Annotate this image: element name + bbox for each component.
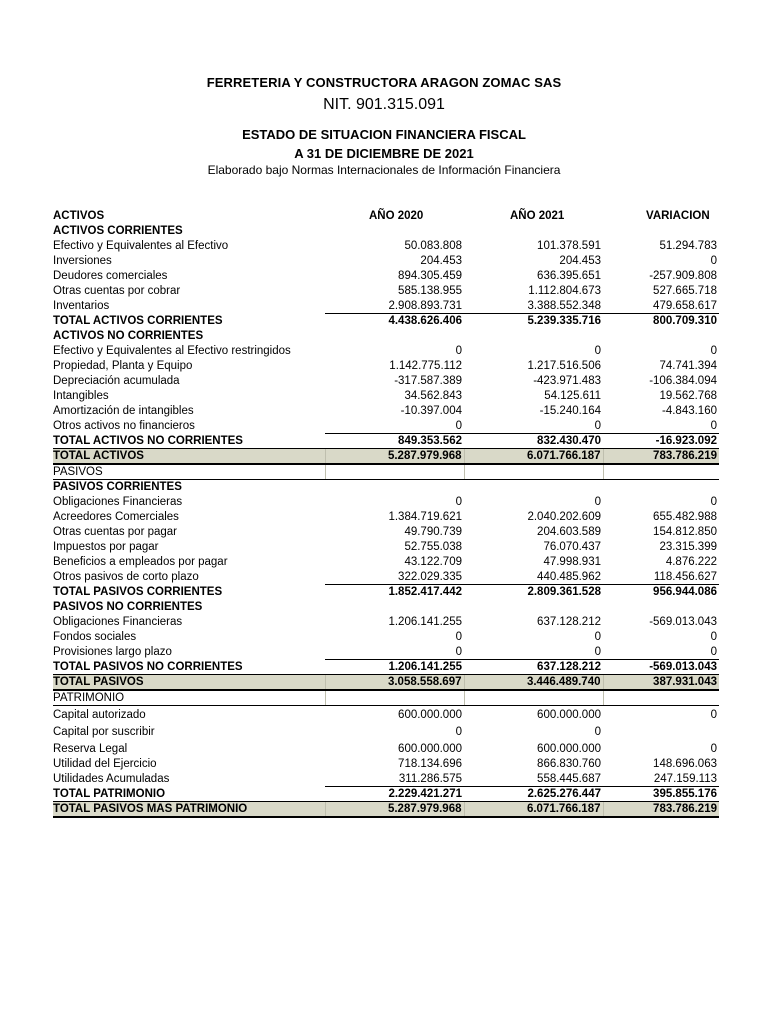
value-2021: -423.971.483 <box>533 375 601 387</box>
boxed-row <box>53 690 719 706</box>
value-2020: 5.287.979.968 <box>325 448 464 464</box>
value-2021: 600.000.000 <box>537 709 601 721</box>
balance-sheet-body <box>53 207 719 817</box>
row-label: TOTAL ACTIVOS CORRIENTES <box>53 315 223 327</box>
value-2020: 0 <box>455 645 462 658</box>
empty-cell <box>325 599 464 614</box>
value-2021: 0 <box>594 645 601 658</box>
empty-cell <box>603 599 719 614</box>
value-2020: 2.908.893.731 <box>388 299 462 312</box>
column-header-2021: AÑO 2021 <box>510 210 565 222</box>
value-variacion: 0 <box>710 709 717 721</box>
value-2021: 3.388.552.348 <box>527 299 601 312</box>
value-2021: 101.378.591 <box>537 240 601 252</box>
value-2021: 47.998.931 <box>543 556 601 568</box>
value-variacion: 118.456.627 <box>653 570 717 583</box>
row-label: Propiedad, Planta y Equipo <box>53 360 193 372</box>
value-variacion: 783.786.219 <box>603 448 719 464</box>
table-row <box>53 614 719 629</box>
empty-cell <box>603 690 719 706</box>
value-variacion: -16.923.092 <box>603 433 719 448</box>
value-2021: 6.071.766.187 <box>464 448 603 464</box>
table-row <box>53 554 719 569</box>
empty-cell <box>603 223 719 238</box>
value-variacion: 0 <box>710 255 717 267</box>
value-2021: 54.125.611 <box>544 390 601 402</box>
empty-cell <box>464 223 603 238</box>
table-row <box>53 358 719 373</box>
table-row <box>53 569 719 584</box>
sec-row <box>53 479 719 494</box>
total-row <box>53 659 719 674</box>
row-label: PASIVOS CORRIENTES <box>53 481 182 493</box>
value-variacion: -106.384.094 <box>649 375 717 387</box>
row-label: TOTAL PASIVOS CORRIENTES <box>53 586 223 598</box>
value-variacion: 800.709.310 <box>603 313 719 328</box>
value-variacion: 395.855.176 <box>603 786 719 801</box>
row-label: Depreciación acumulada <box>53 375 180 387</box>
table-row <box>53 705 719 722</box>
row-label: TOTAL PASIVOS MAS PATRIMONIO <box>53 801 325 817</box>
value-variacion: -569.013.043 <box>603 659 719 674</box>
value-variacion: 247.159.113 <box>653 772 717 785</box>
row-label: Capital por suscribir <box>53 726 155 738</box>
row-label: Provisiones largo plazo <box>53 646 172 658</box>
row-label: Capital autorizado <box>53 709 146 721</box>
value-variacion: 783.786.219 <box>603 801 719 817</box>
value-2021: 76.070.437 <box>543 541 601 553</box>
value-variacion: 956.944.086 <box>603 584 719 599</box>
table-row <box>53 238 719 253</box>
value-2020: 34.562.843 <box>404 390 462 402</box>
total-row <box>53 786 719 801</box>
table-row <box>53 722 719 739</box>
table-row <box>53 268 719 283</box>
value-2020: 0 <box>455 726 462 738</box>
empty-cell <box>464 328 603 343</box>
value-2020: 0 <box>455 419 462 432</box>
table-row <box>53 756 719 771</box>
table-row <box>53 629 719 644</box>
boxed-row <box>53 464 719 480</box>
value-2020: 718.134.696 <box>398 758 462 770</box>
value-2020: 311.286.575 <box>398 772 462 785</box>
empty-cell <box>325 223 464 238</box>
value-2021: 0 <box>594 631 601 643</box>
value-2020: 894.305.459 <box>398 270 462 282</box>
table-row <box>53 253 719 268</box>
row-label: Efectivo y Equivalentes al Efectivo <box>53 240 229 252</box>
value-2020: 322.029.335 <box>398 570 462 583</box>
empty-cell <box>325 690 464 706</box>
empty-cell <box>603 464 719 480</box>
row-label: Otras cuentas por pagar <box>53 526 178 538</box>
row-label: Obligaciones Financieras <box>53 496 183 508</box>
value-variacion: 387.931.043 <box>603 674 719 690</box>
value-2021: 637.128.212 <box>464 659 603 674</box>
value-2020: 600.000.000 <box>398 743 462 755</box>
value-2021: 1.112.804.673 <box>528 285 601 297</box>
empty-cell <box>464 464 603 480</box>
table-row <box>53 509 719 524</box>
value-2020: 1.384.719.621 <box>388 511 462 523</box>
value-2021: 0 <box>594 496 601 508</box>
table-row <box>53 283 719 298</box>
value-2020: 43.122.709 <box>404 556 462 568</box>
value-2020: 600.000.000 <box>398 709 462 721</box>
table-row <box>53 771 719 786</box>
value-2021: 1.217.516.506 <box>527 360 601 372</box>
table-row <box>53 298 719 313</box>
statement-title: ESTADO DE SITUACION FINANCIERA FISCAL <box>242 127 526 142</box>
row-label: PATRIMONIO <box>53 690 325 706</box>
value-2021: 2.809.361.528 <box>464 584 603 599</box>
row-label: Intangibles <box>53 390 109 402</box>
empty-cell <box>464 479 603 494</box>
value-variacion <box>603 722 719 739</box>
column-header-variacion: VARIACION <box>646 210 710 222</box>
row-label: Inventarios <box>53 300 110 312</box>
value-2020: 1.142.775.112 <box>389 360 462 372</box>
row-label: Deudores comerciales <box>53 270 168 282</box>
empty-cell <box>603 328 719 343</box>
value-2021: 866.830.760 <box>537 758 601 770</box>
value-2020: 5.287.979.968 <box>325 801 464 817</box>
empty-cell <box>464 599 603 614</box>
head-row <box>53 207 719 223</box>
empty-cell <box>603 479 719 494</box>
value-2021: 204.453 <box>559 255 601 267</box>
value-variacion: -257.909.808 <box>649 270 717 282</box>
value-2020: 204.453 <box>420 255 462 267</box>
row-label: Obligaciones Financieras <box>53 616 183 628</box>
statement-subtitle: Elaborado bajo Normas Internacionales de Información Financiera <box>207 163 561 177</box>
value-variacion: 4.876.222 <box>665 556 717 568</box>
value-variacion: -569.013.043 <box>649 616 717 628</box>
empty-cell <box>464 690 603 706</box>
value-2021: 636.395.651 <box>537 270 601 282</box>
value-variacion: 74.741.394 <box>659 360 717 372</box>
value-2021: 637.128.212 <box>537 616 601 628</box>
column-header-2020: AÑO 2020 <box>369 210 424 222</box>
statement-date: A 31 DE DICIEMBRE DE 2021 <box>294 146 474 161</box>
row-label: Fondos sociales <box>53 631 137 643</box>
total-row <box>53 433 719 448</box>
value-variacion: 479.658.617 <box>653 299 717 312</box>
row-label: PASIVOS NO CORRIENTES <box>53 601 203 613</box>
value-2021: 6.071.766.187 <box>464 801 603 817</box>
value-variacion: 0 <box>710 631 717 643</box>
table-row <box>53 524 719 539</box>
row-label: Impuestos por pagar <box>53 541 159 553</box>
total-row <box>53 584 719 599</box>
value-2020: 849.353.562 <box>325 433 464 448</box>
value-2020: 49.790.739 <box>404 526 462 538</box>
row-label: Utilidad del Ejercicio <box>53 758 157 770</box>
table-row <box>53 418 719 433</box>
empty-cell <box>325 479 464 494</box>
row-label: ACTIVOS CORRIENTES <box>53 225 183 237</box>
value-variacion: -4.843.160 <box>662 405 717 417</box>
gtotal-row <box>53 801 719 817</box>
value-variacion: 0 <box>710 345 717 357</box>
value-2021: 0 <box>594 726 601 738</box>
value-2021: -15.240.164 <box>539 405 601 417</box>
value-2021: 832.430.470 <box>464 433 603 448</box>
row-label: ACTIVOS <box>53 210 105 222</box>
row-label: Otros pasivos de corto plazo <box>53 571 199 583</box>
value-2021: 558.445.687 <box>537 772 601 785</box>
row-label: Amortización de intangibles <box>53 405 194 417</box>
value-2021: 440.485.962 <box>537 570 601 583</box>
row-label: TOTAL ACTIVOS <box>53 448 325 464</box>
value-2021: 2.040.202.609 <box>527 511 601 523</box>
row-label: TOTAL PASIVOS <box>53 674 325 690</box>
row-label: PASIVOS <box>53 464 325 480</box>
table-row <box>53 343 719 358</box>
row-label: ACTIVOS NO CORRIENTES <box>53 330 204 342</box>
row-label: Efectivo y Equivalentes al Efectivo restringidos <box>53 345 291 357</box>
sec-row <box>53 223 719 238</box>
empty-cell <box>325 328 464 343</box>
row-label: Beneficios a empleados por pagar <box>53 556 228 568</box>
value-2020: 0 <box>455 496 462 508</box>
value-2020: 0 <box>455 345 462 357</box>
sec-row <box>53 328 719 343</box>
value-2020: 4.438.626.406 <box>325 313 464 328</box>
value-variacion: 0 <box>710 645 717 658</box>
sec-row <box>53 599 719 614</box>
value-2021: 600.000.000 <box>537 743 601 755</box>
row-label: Acreedores Comerciales <box>53 511 179 523</box>
value-2020: 3.058.558.697 <box>325 674 464 690</box>
value-2020: 0 <box>455 631 462 643</box>
table-row <box>53 494 719 509</box>
row-label: Inversiones <box>53 255 112 267</box>
table-row <box>53 739 719 756</box>
gtotal-row <box>53 674 719 690</box>
value-variacion: 0 <box>710 743 717 755</box>
row-label: Reserva Legal <box>53 743 128 755</box>
value-2020: 2.229.421.271 <box>325 786 464 801</box>
value-2021: 3.446.489.740 <box>464 674 603 690</box>
company-nit: NIT. 901.315.091 <box>323 96 445 113</box>
total-row <box>53 313 719 328</box>
row-label: Otras cuentas por cobrar <box>53 285 181 297</box>
value-variacion: 527.665.718 <box>653 285 717 297</box>
value-2020: 1.206.141.255 <box>325 659 464 674</box>
value-2020: 1.852.417.442 <box>325 584 464 599</box>
table-row <box>53 403 719 418</box>
row-label: TOTAL PASIVOS NO CORRIENTES <box>53 660 243 673</box>
value-2020: -10.397.004 <box>400 405 462 417</box>
value-variacion: 154.812.850 <box>653 526 717 538</box>
table-row <box>53 539 719 554</box>
value-2021: 0 <box>594 345 601 357</box>
value-variacion: 148.696.063 <box>653 758 717 770</box>
value-2020: 50.083.808 <box>404 240 462 252</box>
value-variacion: 23.315.399 <box>659 541 717 553</box>
balance-sheet-table <box>53 207 719 818</box>
value-2020: 585.138.955 <box>398 285 462 297</box>
value-2020: 52.755.038 <box>404 541 462 553</box>
value-variacion: 19.562.768 <box>659 390 717 402</box>
value-2021: 204.603.589 <box>537 526 601 538</box>
value-2020: 1.206.141.255 <box>388 616 462 628</box>
row-label: TOTAL ACTIVOS NO CORRIENTES <box>53 434 243 447</box>
value-2020: -317.587.389 <box>394 375 462 387</box>
value-variacion: 0 <box>710 419 717 432</box>
value-variacion: 51.294.783 <box>659 240 717 252</box>
value-2021: 0 <box>594 419 601 432</box>
value-2021: 2.625.276.447 <box>464 786 603 801</box>
empty-cell <box>325 464 464 480</box>
row-label: Utilidades Acumuladas <box>53 773 170 785</box>
row-label: TOTAL PATRIMONIO <box>53 787 166 800</box>
company-name: FERRETERIA Y CONSTRUCTORA ARAGON ZOMAC SAS <box>206 75 562 90</box>
value-variacion: 655.482.988 <box>653 511 717 523</box>
value-variacion: 0 <box>710 496 717 508</box>
table-row <box>53 644 719 659</box>
row-label: Otros activos no financieros <box>53 420 195 432</box>
table-row <box>53 373 719 388</box>
gtotal-row <box>53 448 719 464</box>
table-row <box>53 388 719 403</box>
value-2021: 5.239.335.716 <box>464 313 603 328</box>
